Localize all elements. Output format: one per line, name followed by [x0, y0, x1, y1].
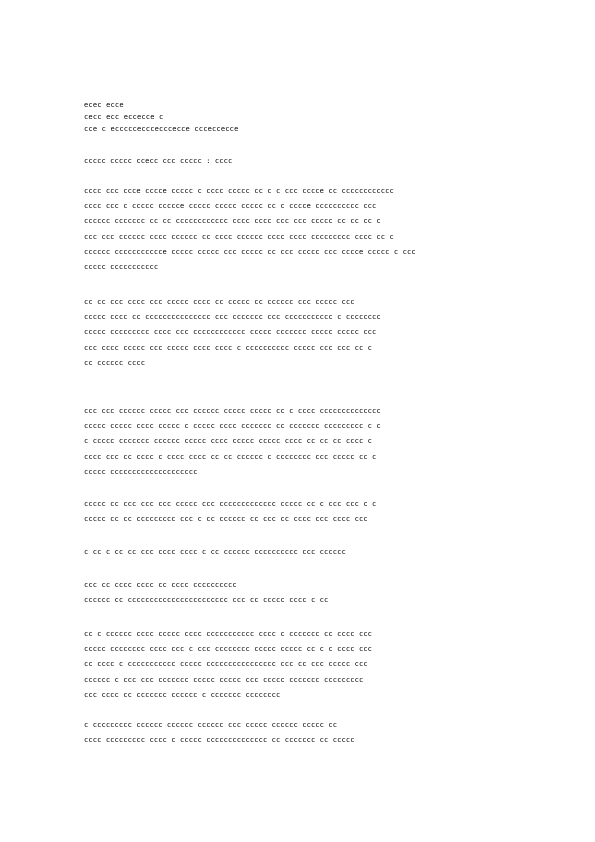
paragraph-line: cc cccc c ccccccccccc ccccc cccccccccccccccc ccc cc ccc ccccc ccc — [84, 660, 368, 669]
paragraph-line: cccccc ccccccc cc cc cccccccccccc cccc cccc ccc ccc ccccc cc cc cc c — [84, 217, 381, 226]
sub-heading-line: ccc cc cccc cccc cc cccc cccccccccc — [84, 581, 237, 589]
paragraph-line: ccc cccc cc ccccccc cccccc c ccccccc cccccccc — [84, 690, 281, 699]
salutation-line: ccccc ccccc ccecc ccc ccccc : cccc — [84, 157, 233, 165]
paragraph-1 — [84, 184, 512, 275]
paragraph-line: ccc cccc ccccc ccc ccccc cccc cccc c cccccccccc ccccc ccc ccc cc c — [84, 343, 373, 352]
paragraph-line: cc cccccc cccc — [84, 358, 146, 367]
sub-heading-line: cccccc cc ccccccccccccccccccccccc ccc cc ccccc cccc c cc — [84, 596, 329, 605]
paragraph-line: cccc ccc ccce cccce ccccc c cccc ccccc cc c c ccc cccce cc cccccccccccc — [84, 187, 394, 195]
sender-street: cecc ecc eccecce c — [84, 113, 164, 121]
paragraph-6 — [84, 627, 512, 703]
paragraph-line: ccccc cc ccc ccc ccc ccccc ccc ccccccccccccc ccccc cc c ccc ccc c c — [84, 500, 377, 508]
paragraph-5 — [84, 545, 512, 560]
paragraph-line: ccc ccc cccccc cccc cccccc cc cccc cccccc cccc cccc ccccccccc cccc cc c — [84, 232, 394, 241]
sub-heading-block — [84, 578, 512, 608]
paragraph-line: cc cc ccc cccc ccc ccccc cccc cc ccccc cc cccccc ccc ccccc ccc — [84, 298, 355, 306]
paragraph-2 — [84, 295, 512, 371]
paragraph-line: c cc c cc cc ccc cccc cccc c cc cccccc cccccccccc ccc cccccc — [84, 548, 346, 556]
paragraph-line: ccccc cccc cc ccccccccccccccc ccc ccccccc ccc ccccccccccc c cccccccc — [84, 313, 381, 322]
paragraph-line: cccc ccccccccc cccc c ccccc cccccccccccccc cc ccccccc cc ccccc — [84, 736, 355, 745]
sender-city: cce c ecccccecccecccecce ccceccecce — [84, 125, 239, 133]
paragraph-line: cccccc c ccc ccc ccccccc ccccc ccccc ccc ccccc ccccccc ccccccccc — [84, 675, 364, 684]
sender-name: ecec ecce — [84, 101, 124, 109]
paragraph-line: cccccc ccccccccccce ccccc ccccc ccc ccccc cc ccc ccccc ccc cccce ccccc c ccc — [84, 247, 416, 256]
paragraph-line: cccc ccc c ccccc ccccce ccccc ccccc ccccc cc c cccce cccccccccc ccc — [84, 202, 377, 211]
paragraph-line: cccc ccc cc cccc c cccc cccc cc cc cccccc c cccccccc ccc ccccc cc c — [84, 452, 377, 461]
paragraph-line: ccccc ccccc cccc ccccc c ccccc cccc ccccccc cc ccccccc ccccccccc c c — [84, 422, 381, 431]
paragraph-line: ccc ccc cccccc ccccc ccc cccccc ccccc ccccc cc c cccc cccccccccccccc — [84, 407, 381, 415]
paragraph-line: ccccc cc cc ccccccccc ccc c cc cccccc cc ccc cc cccc ccc cccc ccc — [84, 515, 368, 524]
paragraph-7 — [84, 718, 512, 748]
paragraph-line: c ccccc ccccccc cccccc ccccc cccc ccccc ccccc cccc cc cc cc cccc c — [84, 437, 373, 446]
salutation — [84, 154, 512, 169]
paragraph-line: ccccc ccccccccc cccc ccc cccccccccccc ccccc ccccccc ccccc ccccc ccc — [84, 328, 377, 337]
paragraph-line: ccccc ccccccccccc — [84, 262, 159, 271]
paragraph-line: cc c cccccc cccc ccccc cccc ccccccccccc cccc c ccccccc cc cccc ccc — [84, 630, 373, 638]
paragraph-line: ccccc cccccccccccccccccccc — [84, 467, 198, 476]
paragraph-line: ccccc cccccccc cccc ccc c ccc cccccccc ccccc ccccc cc c c cccc ccc — [84, 645, 373, 654]
sender-address-block — [84, 99, 514, 135]
paragraph-line: c ccccccccc cccccc cccccc cccccc ccc ccccc cccccc ccccc cc — [84, 721, 338, 729]
paragraph-4 — [84, 497, 512, 527]
paragraph-3 — [84, 404, 512, 480]
